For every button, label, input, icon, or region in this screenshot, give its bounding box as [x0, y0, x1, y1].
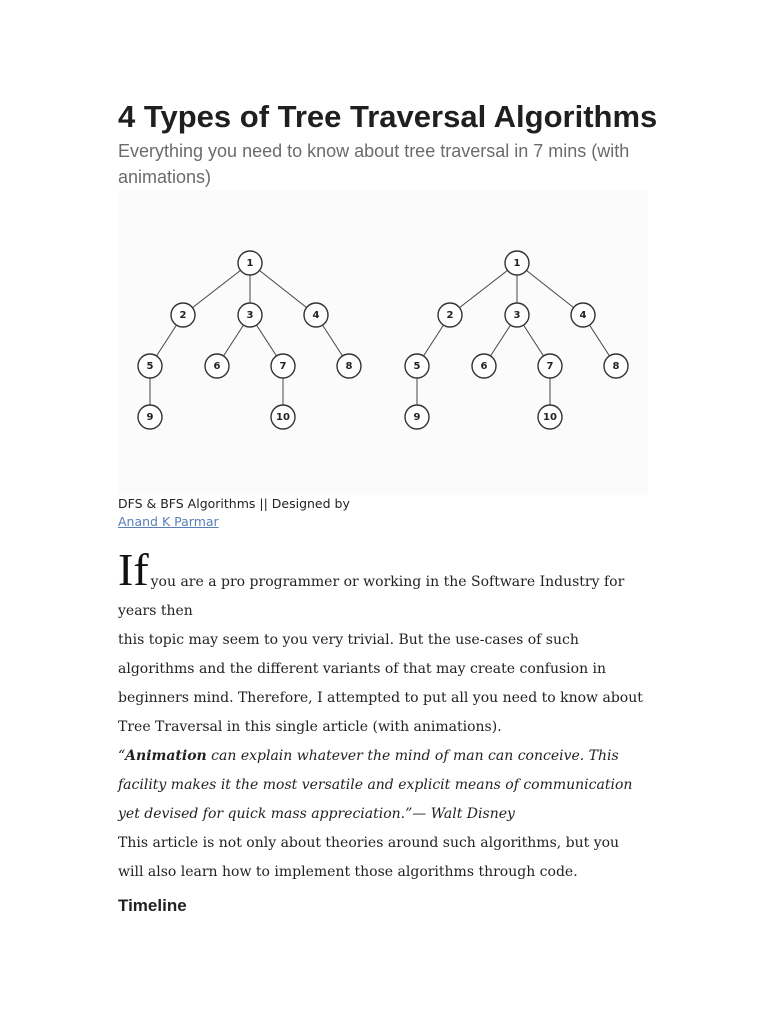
left-tree — [138, 251, 361, 429]
timeline-heading: Timeline — [118, 896, 187, 915]
tree-node — [238, 251, 262, 275]
tree-node — [337, 354, 361, 378]
node-label: 1 — [513, 258, 521, 269]
tree-node — [238, 303, 262, 327]
tree-figure — [118, 190, 648, 495]
tree-node — [304, 303, 328, 327]
tree-node — [171, 303, 195, 327]
node-label: 7 — [546, 361, 554, 372]
node-label: 9 — [146, 412, 154, 423]
node-label: 3 — [246, 310, 254, 321]
node-label: 6 — [213, 361, 221, 372]
node-label: 5 — [413, 361, 421, 372]
node-label: 8 — [612, 361, 620, 372]
node-label: 7 — [279, 361, 287, 372]
tree-node — [271, 354, 295, 378]
figure-caption — [118, 495, 648, 531]
tree-node — [405, 405, 429, 429]
intro-first-line: you are a pro programmer or working in the Software Industry for years then — [118, 574, 625, 619]
node-label: 2 — [446, 310, 454, 321]
right-tree — [405, 251, 628, 429]
tree-node — [271, 405, 295, 429]
intro-rest: this topic may seem to you very trivial. But the use-cases of such algorithms and the different variants of that may create confusion in beginners mind. Therefore, I attempted to put all you need to know about Tree Traversal in this single article (with animations). — [118, 632, 643, 735]
tree-node — [571, 303, 595, 327]
tree-node — [604, 354, 628, 378]
node-label: 4 — [312, 310, 320, 321]
article-body — [118, 544, 648, 887]
node-label: 10 — [543, 412, 557, 423]
node-label: 10 — [276, 412, 290, 423]
tree-edge — [450, 263, 517, 315]
quote-paragraph — [118, 742, 648, 829]
tree-node — [405, 354, 429, 378]
tree-node — [538, 405, 562, 429]
node-label: 3 — [513, 310, 521, 321]
node-label: 8 — [345, 361, 353, 372]
article-subtitle: Everything you need to know about tree traversal in 7 mins (with animations) — [118, 141, 630, 187]
node-label: 1 — [246, 258, 254, 269]
quote-rest: can explain whatever the mind of man can conceive. This facility makes it the most versatile and explicit means of communication yet devised for quick mass appreciation.”— Walt Disney — [118, 748, 633, 822]
node-label: 9 — [413, 412, 421, 423]
intro-paragraph — [118, 544, 648, 742]
quote-open: “ — [118, 748, 126, 764]
tree-node — [138, 405, 162, 429]
tree-node — [505, 303, 529, 327]
tree-diagram — [118, 190, 648, 495]
caption-author-link[interactable]: Anand K Parmar — [118, 514, 219, 529]
caption-text: DFS & BFS Algorithms || Designed by — [118, 496, 350, 511]
tree-node — [438, 303, 462, 327]
second-paragraph: This article is not only about theories around such algorithms, but you will also learn how to implement those algorithms through code. — [118, 835, 620, 880]
tree-node — [138, 354, 162, 378]
tree-node — [472, 354, 496, 378]
article-title: 4 Types of Tree Traversal Algorithms — [118, 99, 658, 134]
tree-node — [538, 354, 562, 378]
node-label: 6 — [480, 361, 488, 372]
tree-node — [505, 251, 529, 275]
dropcap: If — [118, 544, 149, 595]
node-label: 4 — [579, 310, 587, 321]
tree-node — [205, 354, 229, 378]
tree-edge — [183, 263, 250, 315]
node-label: 2 — [179, 310, 187, 321]
quote-bold-word: Animation — [125, 748, 207, 764]
node-label: 5 — [146, 361, 154, 372]
